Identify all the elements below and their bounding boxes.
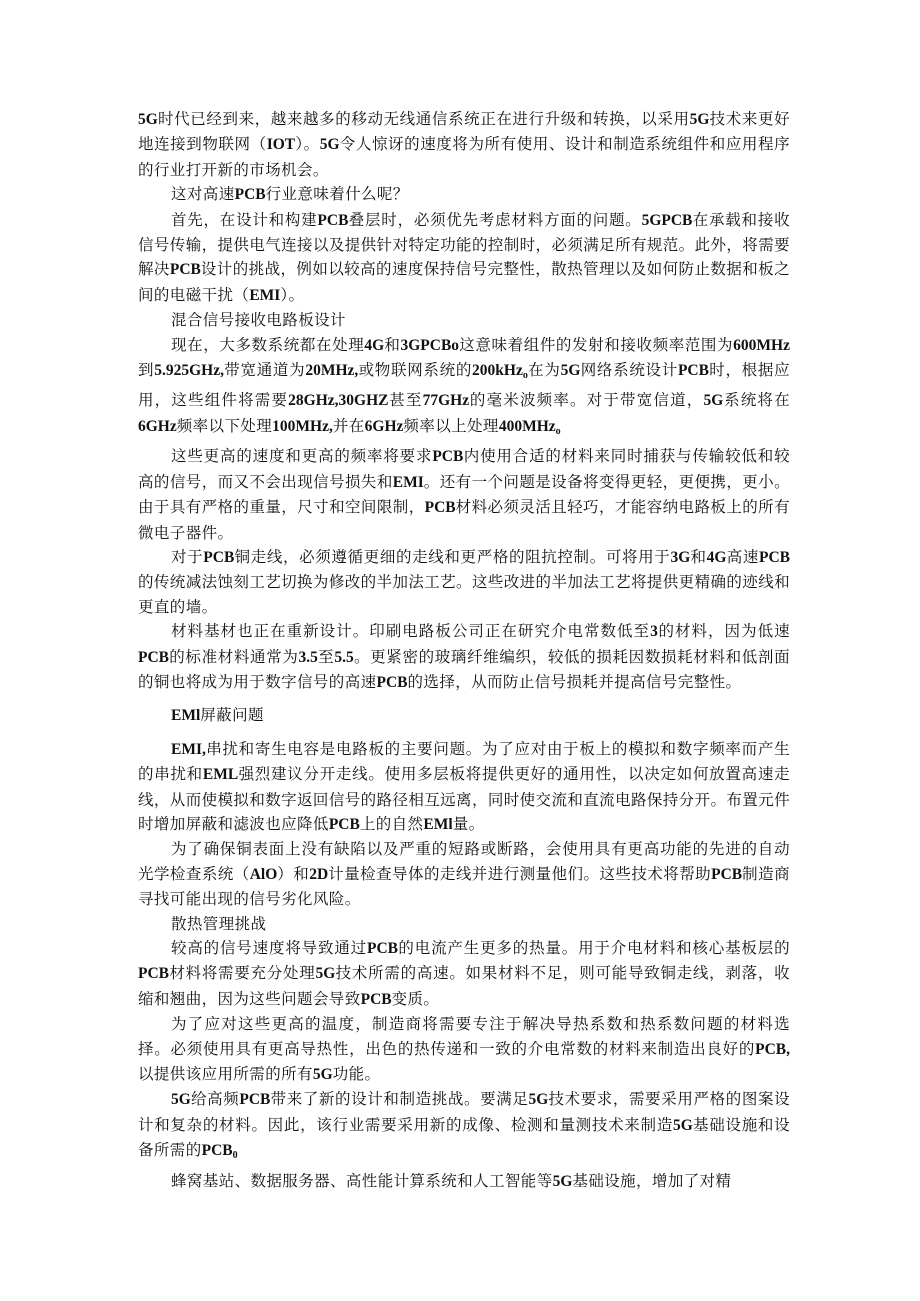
text-run: 量。 bbox=[452, 814, 485, 833]
text-run: ）和 bbox=[277, 864, 310, 883]
bold-term: PCB bbox=[138, 965, 169, 983]
text-run: 和 bbox=[384, 335, 401, 354]
text-run: 串扰和寄生电容是电路板的主要问题。为了应对由于板上的模拟和数字频率而产生的串扰和 bbox=[138, 739, 790, 784]
bold-term: 100MHz, bbox=[272, 417, 333, 435]
text-run: 的标准材料通常为 bbox=[169, 647, 299, 666]
text-run: 首先，在设计和构建 bbox=[171, 210, 318, 229]
bold-term: 5GPCB bbox=[641, 211, 693, 229]
text-run: 这意味着组件的发射和接收频率范围为 bbox=[459, 335, 734, 354]
document-page bbox=[138, 107, 790, 1194]
text-run: 较高的信号速度将导致通过 bbox=[171, 939, 367, 957]
bold-term: 6GHz bbox=[138, 417, 177, 435]
bold-term: PCB bbox=[317, 211, 349, 229]
bold-term: PCB bbox=[677, 362, 709, 380]
text-run: 以提供该应用所需的所有 bbox=[138, 1065, 313, 1084]
bold-term: 600MHz bbox=[733, 336, 790, 354]
text-run: 的材料，因为低速 bbox=[657, 622, 791, 641]
text-run: 散热管理挑战 bbox=[171, 914, 267, 933]
bold-term: 4G bbox=[364, 336, 385, 354]
text-run: 网络系统设计 bbox=[580, 361, 678, 380]
bold-term: 3 bbox=[650, 623, 658, 641]
text-run: 系统将在 bbox=[723, 391, 790, 410]
text-run: 技术要求，需要采用严格的图案设计和复杂的材料。因此，该行业需要采用新的成像、检测和量测技术来制造 bbox=[138, 1090, 790, 1134]
body-paragraph bbox=[138, 1012, 790, 1087]
bold-term: PCB bbox=[424, 499, 456, 517]
bold-term: AlO bbox=[249, 865, 278, 883]
text-run: 变质。 bbox=[391, 989, 440, 1008]
text-run: 对于 bbox=[171, 547, 204, 566]
bold-term: PCB bbox=[328, 815, 360, 833]
text-run: 到 bbox=[138, 361, 155, 380]
bold-term: 5G bbox=[171, 1091, 191, 1109]
bold-term: PCB bbox=[376, 673, 408, 691]
text-run: 上的自然 bbox=[359, 814, 424, 833]
body-paragraph bbox=[138, 837, 790, 911]
text-run: 。更紧密的玻璃纤维编织，较低的损耗因数损耗材料和低剖面的铜也将成为用于数字信号的高速 bbox=[138, 647, 790, 691]
text-run: 的电流产生更多的热量。用于介电材料和核心基板层的 bbox=[398, 939, 790, 957]
text-run: 蜂窝基站、数据服务器、高性能计算系统和人工智能等 bbox=[171, 1171, 553, 1190]
text-run: 这些更高的速度和更高的频率将要求 bbox=[171, 447, 433, 466]
text-run: ）。 bbox=[280, 285, 305, 304]
text-run: 令人惊讶的速度将为所有使用、设计和制造系统组件和应用程序的行业打开新的市场机会。 bbox=[138, 135, 791, 179]
text-run: 行业意味着什么呢？ bbox=[265, 185, 409, 204]
bold-term: PCB bbox=[367, 940, 398, 957]
section-heading bbox=[138, 308, 790, 332]
text-run: 的毫米波频率。对于带宽信道， bbox=[469, 391, 704, 410]
text-run: 在为 bbox=[527, 361, 561, 380]
text-run: 至 bbox=[317, 647, 335, 666]
text-run: 设计的挑战，例如以较高的速度保持信号完整性，散热管理以及如何防止数据和板之间的电磁干扰（ bbox=[138, 260, 790, 304]
text-run: 在承载和接收信号传输，提供电气连接以及提供针对特定功能的控制时，必须满足所有规范。此外，将需要解决 bbox=[138, 210, 790, 279]
body-paragraph bbox=[138, 1087, 790, 1168]
text-run: 频率以上处理 bbox=[403, 416, 499, 435]
bold-term: 5G bbox=[528, 1091, 549, 1109]
text-run: 功能。 bbox=[332, 1065, 381, 1084]
text-run: 技术所需的高速。如果材料不足，则可能导致铜走线，剥落，收缩和翘曲，因为这些问题会导致 bbox=[138, 964, 791, 1008]
bold-term: PCB bbox=[239, 1091, 271, 1109]
text-run: 甚至 bbox=[388, 391, 423, 410]
text-run: 现在，大多数系统都在处理 bbox=[171, 335, 365, 354]
bold-term: 5.925GHz, bbox=[154, 362, 224, 380]
bold-term: PCB, bbox=[755, 1040, 790, 1058]
bold-term: EMl bbox=[423, 815, 453, 833]
text-run: 叠层时，必须优先考虑材料方面的问题。 bbox=[348, 210, 642, 229]
text-run: 带宽通道为 bbox=[223, 361, 306, 380]
bold-term: PCB bbox=[169, 261, 201, 279]
bold-term: PCB bbox=[234, 186, 266, 204]
bold-term: PCB bbox=[203, 548, 235, 566]
text-run: 的传统减法蚀刻工艺切换为修改的半加法工艺。这些改进的半加法工艺将提供更精确的迹线和更直的墙。 bbox=[138, 573, 790, 616]
bold-term: 5.5 bbox=[334, 648, 354, 666]
bold-term: PCB bbox=[432, 448, 464, 466]
section-heading bbox=[138, 703, 790, 728]
bold-term: 400MHz bbox=[498, 417, 556, 435]
bold-term: 5G bbox=[319, 136, 340, 154]
bold-term: PCB bbox=[759, 548, 790, 566]
text-run: 这对高速 bbox=[171, 185, 235, 204]
text-run: 为了确保铜表面上没有缺陷以及严重的短路或断路，会使用具有更高功能的先进的自动光学检查系统（ bbox=[138, 840, 790, 883]
bold-term: 5G bbox=[672, 1116, 693, 1134]
bold-term: PCB bbox=[201, 1142, 233, 1160]
bold-term: EMI bbox=[249, 286, 281, 304]
bold-term: 0 bbox=[232, 1150, 238, 1162]
text-run: 铜走线，必须遵循更细的走线和更严格的阻抗控制。可将用于 bbox=[234, 547, 671, 566]
text-run: 高速 bbox=[726, 547, 759, 566]
text-run: 带来了新的设计和制造挑战。要满足 bbox=[270, 1090, 529, 1109]
text-run: 基础设施，增加了对精 bbox=[572, 1171, 732, 1190]
text-run: 基础设施和设备所需的 bbox=[138, 1115, 791, 1160]
bold-term: 5G bbox=[552, 1172, 573, 1190]
body-paragraph bbox=[138, 936, 790, 1012]
text-run: 并在 bbox=[332, 416, 365, 435]
body-paragraph bbox=[138, 545, 790, 619]
body-paragraph bbox=[138, 107, 790, 182]
text-run: 强烈建议分开走线。使用多层板将提供更好的通用性，以决定如何放置高速走线，从而使模拟和数字返回信号的路径相互远离，同时使交流和直流电路保持分开。布置元件时增加屏蔽和滤波也应降低 bbox=[138, 765, 790, 833]
bold-term: 20MHz, bbox=[305, 362, 359, 380]
text-run: 和 bbox=[690, 547, 707, 566]
section-heading bbox=[138, 912, 790, 936]
bold-term: PCB bbox=[138, 648, 169, 666]
bold-term: 4G bbox=[706, 548, 727, 566]
bold-term: PCB bbox=[360, 990, 392, 1008]
text-run: 给高频 bbox=[190, 1090, 240, 1109]
text-run: 时，根据应用，这些组件将需要 bbox=[138, 361, 790, 410]
bold-term: 3GPCBo bbox=[400, 336, 460, 354]
text-run: 材料必须灵活且轻巧，才能容纳电路板上的所有微电子器件。 bbox=[138, 498, 791, 542]
text-run: 混合信号接收电路板设计 bbox=[171, 311, 346, 330]
body-paragraph bbox=[138, 737, 790, 838]
bold-term: 5G bbox=[703, 392, 724, 410]
bold-term: 5G bbox=[312, 1066, 333, 1084]
bold-term: o bbox=[522, 370, 528, 382]
bold-term: IOT bbox=[266, 136, 296, 154]
body-paragraph bbox=[138, 1169, 790, 1194]
bold-term: 200kHz bbox=[472, 362, 523, 380]
bold-term: 2D bbox=[309, 865, 329, 883]
bold-term: 3G bbox=[670, 548, 691, 566]
bold-term: 28GHz,30GHZ bbox=[288, 392, 389, 410]
body-paragraph bbox=[138, 619, 790, 695]
text-run: 计量检查导体的走线并进行测量他们。这些技术将帮助 bbox=[328, 864, 712, 883]
body-paragraph bbox=[138, 333, 790, 445]
bold-term: EMI bbox=[392, 473, 424, 491]
bold-term: PCB bbox=[711, 865, 743, 883]
bold-term: EML bbox=[202, 766, 239, 784]
text-run: 内使用合适的材料来同时捕获与传输较低和较高的信号，而又不会出现信号损失和 bbox=[138, 447, 790, 491]
bold-term: 5G bbox=[560, 362, 581, 380]
text-run: 材料将需要充分处理 bbox=[169, 964, 316, 983]
bold-term: 5G bbox=[138, 111, 158, 128]
text-run: ）。 bbox=[295, 135, 320, 154]
bold-term: 5G bbox=[315, 965, 336, 983]
text-run: 的选择，从而防止信号损耗并提高信号完整性。 bbox=[407, 672, 742, 691]
text-run: 频率以下处理 bbox=[176, 416, 273, 435]
text-run: 或物联网系统的 bbox=[358, 361, 473, 380]
section-heading bbox=[138, 182, 790, 207]
text-run: 时代已经到来，越来越多的移动无线通信系统正在进行升级和转换，以采用 bbox=[157, 110, 690, 128]
bold-term: 6GHz bbox=[364, 417, 404, 435]
body-paragraph bbox=[138, 208, 790, 309]
bold-term: o bbox=[555, 425, 561, 437]
bold-term: 3.5 bbox=[298, 648, 318, 666]
text-run: 材料基材也正在重新设计。印刷电路板公司正在研究介电常数低至 bbox=[171, 622, 651, 641]
text-run: 技术来更好地连接到物联网（ bbox=[138, 110, 790, 154]
body-paragraph bbox=[138, 444, 790, 545]
text-run: 制造商寻找可能出现的信号劣化风险。 bbox=[138, 864, 790, 909]
bold-term: 5G bbox=[689, 111, 710, 128]
bold-term: 77GHz bbox=[422, 392, 470, 410]
text-run: 为了应对这些更高的温度，制造商将需要专注于解决导热系数和热系数问题的材料选择。必须使用具有更高导热性，出色的热传递和一致的介电常数的材料来制造出良好的 bbox=[138, 1015, 790, 1058]
bold-term: EMI, bbox=[171, 740, 206, 758]
bold-term: EMl bbox=[171, 707, 201, 725]
text-run: 。还有一个问题是设备将变得更轻，更便携，更小。由于具有严格的重量，尺寸和空间限制， bbox=[138, 472, 791, 517]
text-run: 屏蔽问题 bbox=[200, 706, 264, 725]
